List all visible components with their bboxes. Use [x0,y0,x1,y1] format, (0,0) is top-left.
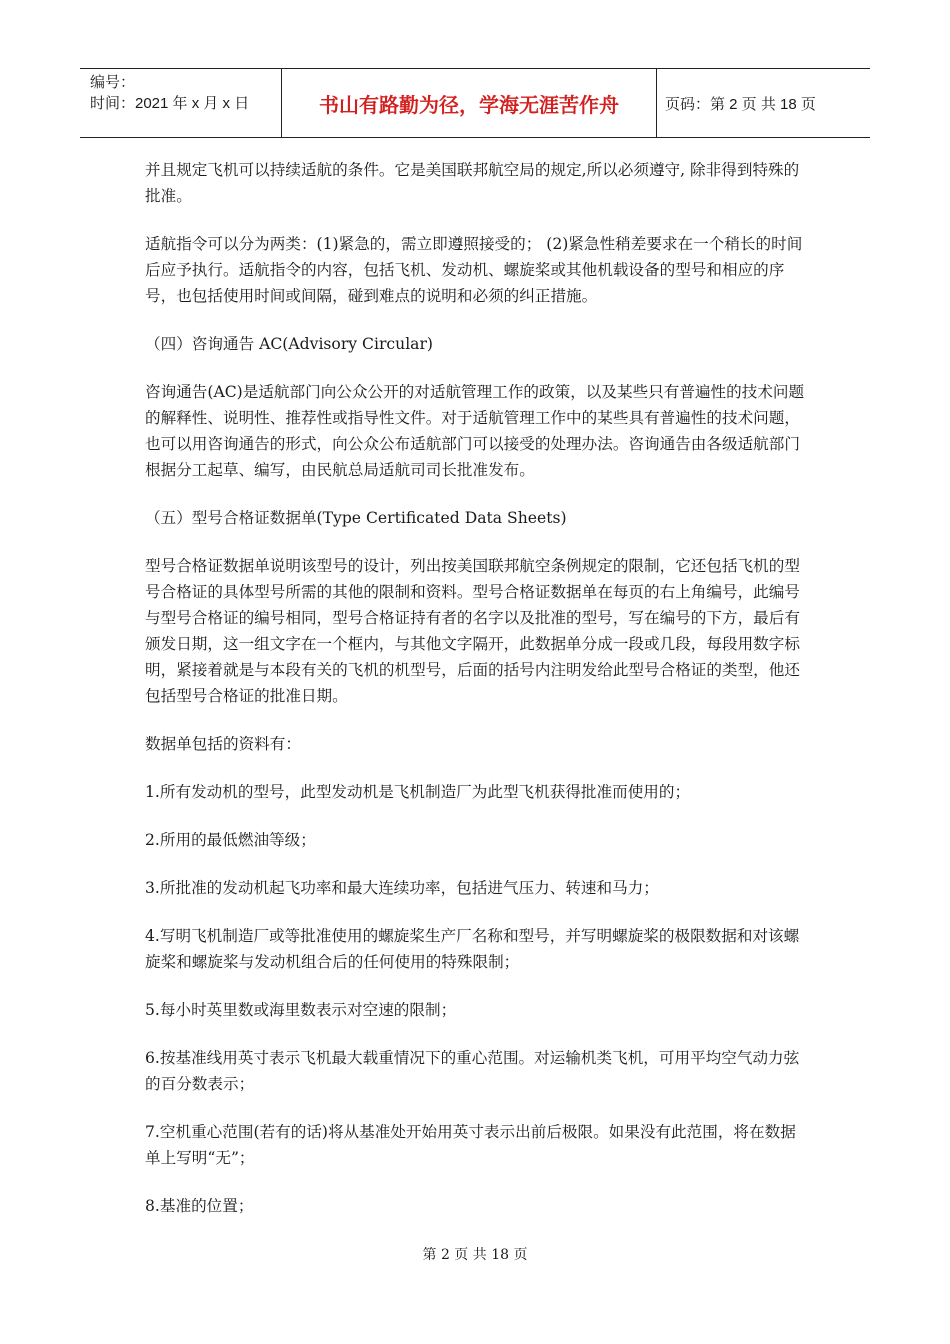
list-item: 8.基准的位置； [145,1197,254,1215]
paragraph-continuation: 并且规定飞机可以持续适航的条件。它是美国联邦航空局的规定,所以必须遵守, 除非得到特殊的批准。 [145,161,800,205]
list-item: 7.空机重心范围(若有的话)将从基准处开始用英寸表示出前后极限。如果没有此范围，将在数据单上写明“无”； [145,1123,796,1167]
list-item: 1.所有发动机的型号，此型发动机是飞机制造厂为此型飞机获得批准而使用的； [145,783,691,801]
list-item: 3.所批准的发动机起飞功率和最大连续功率，包括进气压力、转速和马力； [145,879,659,897]
paragraph-ad-types: 适航指令可以分为两类：(1)紧急的，需立即遵照接受的； (2)紧急性稍差要求在一个稍长的时间后应予执行。适航指令的内容，包括飞机、发动机、螺旋桨或其他机载设备的型号和相应的序号，也包括使用时间或间隔，碰到难点的说明和必须的纠正措施。 [145,235,803,305]
list-item: 5.每小时英里数或海里数表示对空速的限制； [145,1001,457,1019]
header-meta [80,69,281,137]
section-heading-ac: （四）咨询通告 AC(Advisory Circular) [145,335,434,353]
header-page-info: 页码：第 2 页 共 18 页 [665,95,816,113]
document-body [145,157,810,1219]
serial-label: 编号： [90,74,136,91]
paragraph-ac: 咨询通告(AC)是适航部门向公众公开的对适航管理工作的政策，以及某些只有普遍性的技术问题的解释性、说明性、推荐性或指导性文件。对于适航管理工作中的某些具有普遍性的技术问题，也可以用咨询通告的形式，向公众公布适航部门可以接受的处理办法。咨询通告由各级适航部门根据分工起草、编写，由民航总局适航司司长批准发布。 [145,383,805,479]
header-motto: 书山有路勤为径，学海无涯苦作舟 [281,69,657,137]
page-footer: 第 2 页 共 18 页 [422,1247,528,1263]
page-header [80,68,870,138]
list-intro: 数据单包括的资料有： [145,735,301,753]
list-item: 2.所用的最低燃油等级； [145,831,316,849]
section-heading-tcds: （五）型号合格证数据单(Type Certificated Data Sheets) [145,509,567,527]
list-item: 6.按基准线用英寸表示飞机最大载重情况下的重心范围。对运输机类飞机，可用平均空气动力弦的百分数表示； [145,1049,800,1093]
time-label: 时间：2021 年 x 月 x 日 [90,95,250,112]
list-item: 4.写明飞机制造厂或等批准使用的螺旋桨生产厂名称和型号，并写明螺旋桨的极限数据和对该螺旋桨和螺旋桨与发动机组合后的任何使用的特殊限制； [145,927,800,971]
paragraph-tcds: 型号合格证数据单说明该型号的设计，列出按美国联邦航空条例规定的限制，它还包括飞机的型号合格证的具体型号所需的其他的限制和资料。型号合格证数据单在每页的右上角编号，此编号与型号合格证的编号相同，型号合格证持有者的名字以及批准的型号，写在编号的下方，最后有颁发日期，这一组文字在一个框内，与其他文字隔开，此数据单分成一段或几段，每段用数字标明，紧接着就是与本段有关的飞机的机型号，后面的括号内注明发给此型号合格证的类型，他还包括型号合格证的批准日期。 [145,557,800,705]
